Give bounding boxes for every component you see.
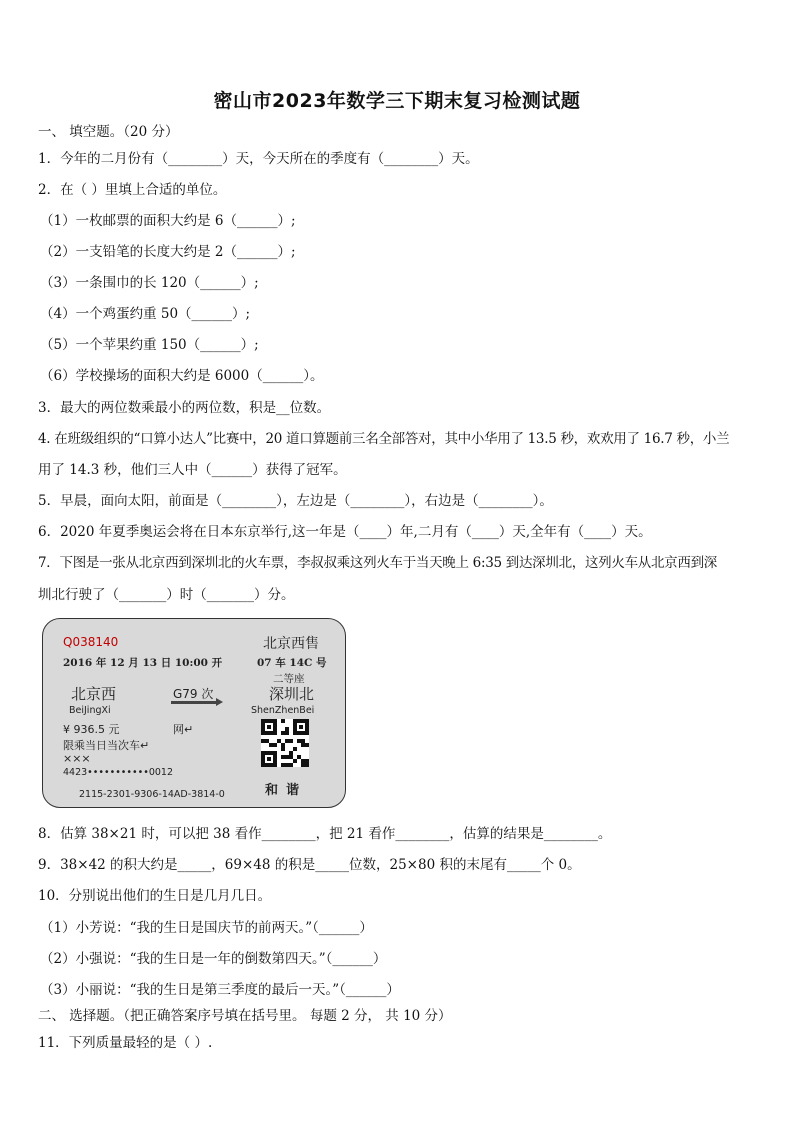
question-10-item: （3）小丽说：“我的生日是第三季度的最后一天。”（______） [40,982,400,998]
arrow-right-icon [171,701,217,704]
question-9: 9．38×42 的积大约是_____，69×48 的积是_____位数，25×80 积的末尾有_____个 0。 [38,857,581,873]
ticket-seat: 07 车 14C 号 [257,657,327,669]
question-10: 10．分别说出他们的生日是几月几日。 [38,888,272,904]
question-1: 1．今年的二月份有（________）天，今天所在的季度有（________）天。 [38,151,479,167]
question-4-cont: 用了 14.3 秒，他们三人中（______）获得了冠军。 [38,462,347,478]
ticket-price: ¥ 936.5 元 [63,723,120,736]
question-10-item: （2）小强说：“我的生日是一年的倒数第四天。”（______） [40,951,387,967]
question-2-item: （2）一支铅笔的长度大约是 2（______）; [40,244,296,260]
ticket-brand: 和谐 [265,783,308,798]
ticket-train: G79 次 [173,687,214,701]
ticket-limit: 限乘当日当次车↵ [63,739,150,752]
ticket-from-en: BeiJingXi [69,705,111,716]
ticket-office: 北京西售 [263,636,319,652]
question-5: 5．早晨，面向太阳，前面是（________），左边是（________），右边是（________）。 [38,493,553,509]
train-ticket [42,618,346,808]
ticket-from: 北京西 [71,685,117,703]
question-10-item: （1）小芳说：“我的生日是国庆节的前两天。”（______） [40,920,373,936]
question-7: 7．下图是一张从北京西到深圳北的火车票，李叔叔乘这列火车于当天晚上 6:35 到达深圳北，这列火车从北京西到深 [38,555,717,571]
question-2-item: （5）一个苹果约重 150（______）; [40,337,259,353]
section-heading-choice: 二、 选择题。（把正确答案序号填在括号里。 每题 2 分， 共 10 分） [38,1008,452,1024]
ticket-net: 网↵ [173,723,194,736]
question-3: 3．最大的两位数乘最小的两位数，积是__位数。 [38,400,331,416]
ticket-to: 深圳北 [269,685,315,703]
ticket-to-en: ShenZhenBei [251,705,315,716]
question-2-item: （3）一条围巾的长 120（______）; [40,275,259,291]
question-6: 6．2020 年夏季奥运会将在日本东京举行,这一年是（____）年,二月有（____）天,全年有（____）天。 [38,524,652,540]
ticket-class: 二等座 [273,673,305,685]
question-2-item: （6）学校操场的面积大约是 6000（______）。 [40,368,324,384]
ticket-serial: 2115-2301-9306-14AD-3814-0 [79,789,225,800]
ticket-name: ××× [63,752,91,765]
question-2: 2．在（ ）里填上合适的单位。 [38,182,227,198]
question-4: 4. 在班级组织的“口算小达人”比赛中，20 道口算题前三名全部答对，其中小华用了 13.5 秒，欢欢用了 16.7 秒，小兰 [38,431,730,447]
qr-code-icon [261,719,309,767]
question-11: 11．下列质量最轻的是（ ）. [38,1035,213,1051]
question-8: 8．估算 38×21 时，可以把 38 看作________，把 21 看作________，估算的结果是________。 [38,826,612,842]
ticket-id: 4423•••••••••••0012 [63,767,173,778]
section-heading-fill-blank: 一、 填空题。（20 分） [38,124,179,140]
ticket-date: 2016 年 12 月 13 日 10:00 开 [63,657,223,669]
question-2-item: （1）一枚邮票的面积大约是 6（______）; [40,213,296,229]
ticket-code: Q038140 [63,635,119,649]
question-7-cont: 圳北行驶了（_______）时（_______）分。 [38,587,295,603]
question-2-item: （4）一个鸡蛋约重 50（______）; [40,306,251,322]
page-title: 密山市2023年数学三下期末复习检测试题 [213,90,581,112]
